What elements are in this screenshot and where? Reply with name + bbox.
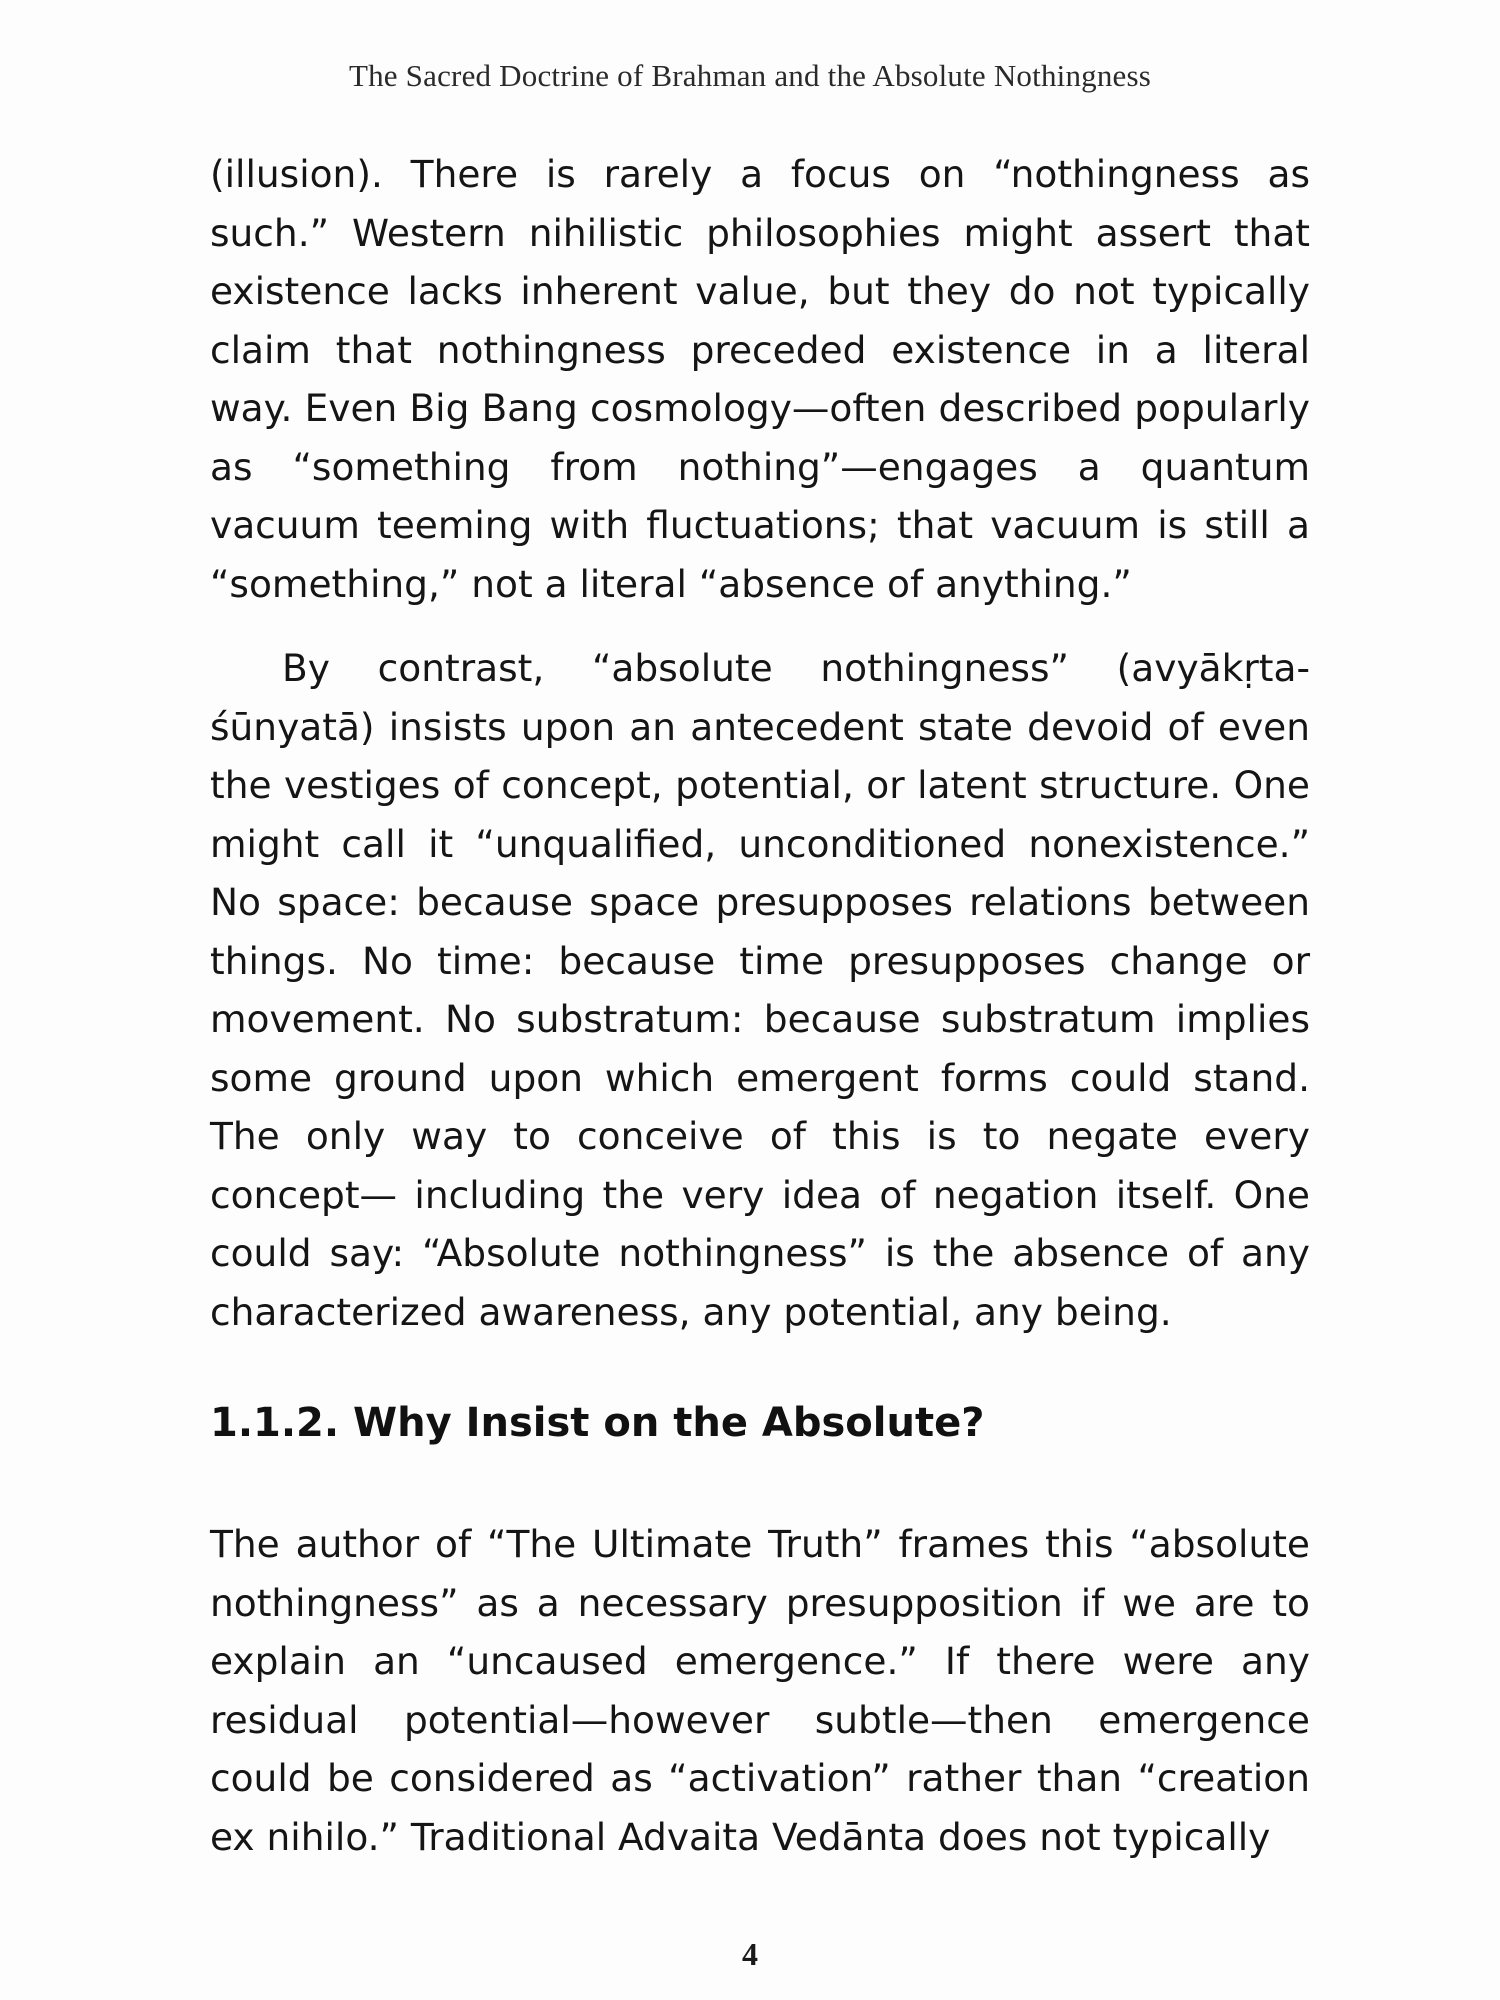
- page-number: 4: [742, 1936, 758, 1972]
- paragraph-illusion: (illusion). There is rarely a focus on “nothingness as such.” Western nihilistic philosophies might assert that existence lacks inherent value, but they do not typically claim that nothingness preceded existence in a literal way. Even Big Bang cosmology—often described popularly as “something from nothing”—engages a quantum vacuum teeming with fluctuations; that vacuum is still a “something,” not a literal “absence of anything.”: [210, 152, 1310, 606]
- paragraph-absolute-nothingness: By contrast, “absolute nothingness” (avyākṛta-śūnyatā) insists upon an antecedent state devoid of even the vestiges of concept, potential, or latent structure. One might call it “unqualified, unconditioned nonexistence.” No space: because space presupposes relations between things. No time: because time presupposes change or movement. No substratum: because substratum implies some ground upon which emergent forms could stand. The only way to conceive of this is to negate every concept— including the very idea of negation itself. One could say: “Absolute nothingness” is the absence of any characterized awareness, any potential, any being.: [210, 646, 1310, 1334]
- section-heading: 1.1.2. Why Insist on the Absolute?: [210, 1400, 985, 1446]
- running-header: The Sacred Doctrine of Brahman and the Absolute Nothingness: [348, 58, 1152, 93]
- paragraph-why-insist: The author of “The Ultimate Truth” frames this “absolute nothingness” as a necessary presupposition if we are to explain an “uncaused emergence.” If there were any residual potential—however subtle—then emergence could be considered as “activation” rather than “creation ex nihilo.” Traditional Advaita Vedānta does not typically: [210, 1522, 1310, 1859]
